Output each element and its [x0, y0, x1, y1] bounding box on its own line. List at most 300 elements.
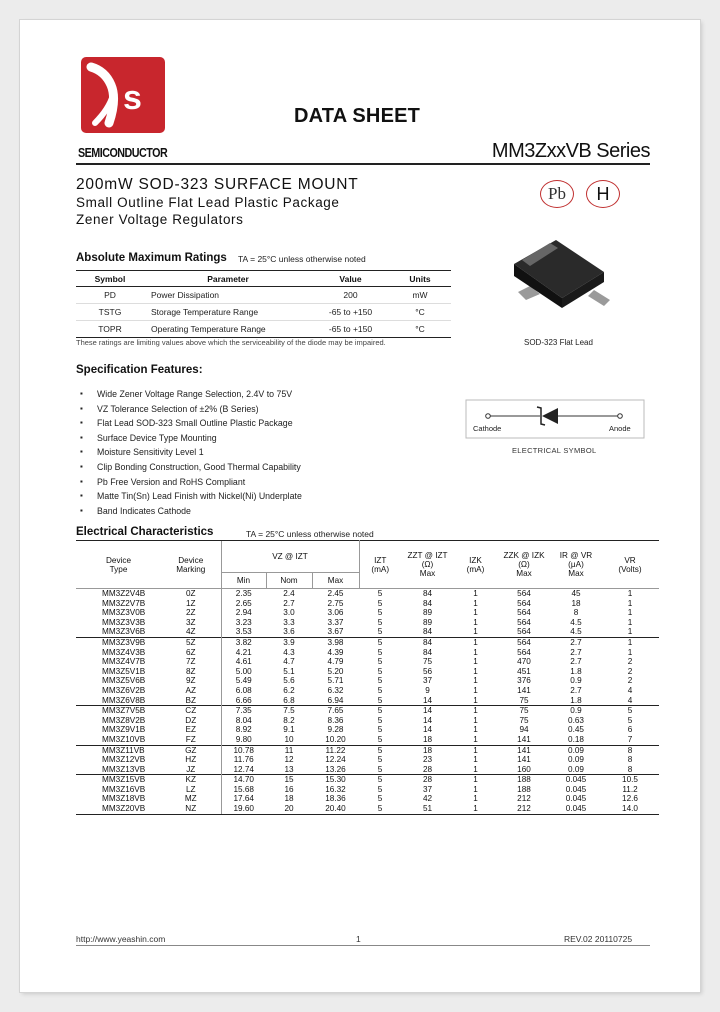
zzt-cell: 56 — [422, 666, 433, 676]
izt-cell: 5 — [359, 706, 401, 716]
zzt-sub: Max — [419, 569, 436, 578]
vz-min-cell: 7.35 — [221, 706, 266, 716]
ir-cell: 0.9 — [570, 676, 582, 686]
table-row — [76, 648, 659, 658]
vz-nom-cell: 3.6 — [283, 627, 295, 637]
izt-cell: 5 — [377, 666, 383, 676]
zzk-cell: 141 — [517, 734, 531, 744]
footer-divider — [76, 945, 650, 946]
vz-min-cell: 11.76 — [221, 755, 266, 765]
ir-cell: 2.7 — [570, 657, 582, 667]
vr-cell: 1 — [627, 608, 633, 618]
table-row — [76, 706, 659, 716]
device-type-cell: MM3Z4V7B — [102, 657, 146, 667]
cathode-terminal — [486, 414, 491, 419]
symbol-cell: PD — [76, 287, 144, 304]
vz-nom-cell: 5.1 — [283, 666, 295, 676]
vz-max-cell: 3.98 — [312, 637, 359, 647]
table-row — [76, 745, 659, 755]
marking-cell: EZ — [185, 725, 196, 735]
vz-nom-cell: 3.0 — [283, 608, 295, 618]
izt-cell: 5 — [377, 589, 383, 598]
revision-label: REV.02 20110725 — [564, 934, 633, 944]
electrical-characteristics-table — [76, 540, 659, 815]
abs-max-table — [76, 270, 451, 338]
table-row — [76, 755, 659, 765]
vz-min-cell: 17.64 — [221, 794, 266, 804]
halogen-free-badge — [586, 180, 620, 208]
zzk-cell: 376 — [517, 676, 531, 686]
device-type-cell: MM3Z2V7B — [102, 598, 146, 608]
company-logo — [81, 57, 165, 133]
parameter-cell: Operating Temperature Range — [144, 321, 312, 338]
vz-min-cell: 14.70 — [221, 775, 266, 785]
vz-min-cell: 3.82 — [221, 637, 266, 647]
zzk-cell: 564 — [517, 608, 531, 618]
document-title: DATA SHEET — [294, 105, 421, 127]
symbol-cell: TSTG — [76, 304, 144, 321]
vz-nom-cell: 13 — [284, 764, 294, 774]
vz-min-cell: 5.00 — [221, 667, 266, 677]
zzk-cell: 188 — [517, 784, 531, 794]
vr-cell: 6 — [627, 725, 633, 735]
izt-cell: 5 — [377, 725, 383, 735]
zzt-cell: 37 — [422, 784, 433, 794]
vz-nom-cell: 3.9 — [266, 637, 312, 647]
device-type-cell: MM3Z9V1B — [102, 725, 146, 735]
vz-max-cell: 3.67 — [327, 627, 344, 637]
vz-max-cell: 5.71 — [327, 676, 344, 686]
izt-cell: 5 — [377, 627, 383, 637]
zzk-cell: 564 — [517, 627, 531, 637]
device-type-cell: MM3Z11VB — [76, 745, 161, 755]
izt-label: IZT — [374, 555, 387, 565]
vr-cell: 14.0 — [601, 804, 659, 814]
product-subtitle: Small Outline Flat Lead Plastic Package — [76, 195, 340, 210]
zzt-cell: 28 — [401, 775, 454, 785]
vz-nom-cell: 3.3 — [283, 617, 295, 627]
marking-cell: HZ — [185, 755, 197, 765]
list-item: ▪ Band Indicates Cathode — [80, 504, 302, 519]
vz-min-cell: 9.80 — [221, 735, 266, 745]
device-type-cell: MM3Z4V3B — [102, 647, 146, 657]
marking-cell: FZ — [185, 734, 196, 744]
device-type-cell: MM3Z10VB — [102, 734, 146, 744]
col-vz: VZ @ IZT — [221, 541, 359, 573]
table-row — [76, 667, 659, 677]
izk-cell: 1 — [473, 647, 478, 657]
col-izk — [454, 541, 497, 589]
vz-min-cell: 2.35 — [221, 589, 266, 599]
ir-cell: 8 — [573, 608, 579, 618]
marking-cell: CZ — [161, 706, 221, 716]
col-izt — [359, 541, 401, 589]
zzt-cell: 23 — [422, 755, 433, 765]
table-row — [76, 321, 451, 338]
col-vz-nom: Nom — [266, 573, 312, 589]
ir-sub: Max — [568, 569, 584, 578]
marking-cell: 2Z — [185, 608, 196, 618]
ir-cell: 45 — [571, 589, 581, 598]
vz-max-cell: 6.32 — [327, 685, 344, 695]
device-type-cell: MM3Z15VB — [76, 775, 161, 785]
vz-nom-cell: 6.8 — [283, 695, 295, 705]
zzt-cell: 84 — [422, 598, 433, 608]
device-type-cell: MM3Z3V0B — [102, 608, 146, 618]
zzk-cell: 75 — [519, 695, 529, 705]
units-cell: °C — [389, 304, 451, 321]
izt-cell: 5 — [359, 745, 401, 755]
izk-cell: 1 — [473, 627, 478, 637]
header-divider — [76, 163, 650, 165]
product-description: Zener Voltage Regulators — [76, 212, 244, 227]
table-row — [76, 696, 659, 706]
package-caption: SOD-323 Flat Lead — [524, 338, 593, 347]
vz-nom-cell: 2.4 — [283, 589, 295, 598]
vr-cell: 8 — [601, 745, 659, 755]
vz-nom-cell: 4.7 — [283, 657, 295, 667]
zzt-label: ZZT @ IZT — [407, 551, 448, 560]
vr-label: VR — [624, 555, 636, 565]
ir-cell: 2.7 — [551, 637, 601, 647]
vz-max-cell: 15.30 — [312, 775, 359, 785]
izt-cell: 5 — [377, 617, 383, 627]
marking-cell: 1Z — [185, 598, 196, 608]
vz-min-cell: 6.66 — [221, 696, 266, 706]
electrical-symbol-diagram — [464, 396, 648, 446]
zzt-unit: (Ω) — [421, 560, 434, 569]
anode-terminal — [618, 414, 623, 419]
zzk-cell: 75 — [497, 706, 551, 716]
table-row — [76, 304, 451, 321]
device-type-cell: MM3Z18VB — [102, 794, 146, 804]
izk-cell: 1 — [454, 745, 497, 755]
vr-cell: 12.6 — [622, 794, 638, 804]
features-list — [80, 387, 302, 518]
zzt-cell: 14 — [422, 695, 433, 705]
zzk-cell: 451 — [517, 666, 531, 676]
zzt-cell: 84 — [422, 627, 433, 637]
ir-label: IR @ VR — [559, 551, 593, 560]
table-row — [76, 804, 659, 814]
table-row — [76, 599, 659, 609]
vz-min-cell: 19.60 — [221, 804, 266, 814]
list-item: ▪ VZ Tolerance Selection of ±2% (B Series) — [80, 402, 302, 417]
izt-cell: 5 — [377, 755, 383, 765]
izk-cell: 1 — [454, 637, 497, 647]
izt-unit: (mA) — [371, 564, 390, 574]
electrical-condition: TA = 25°C unless otherwise noted — [246, 529, 374, 539]
value-cell: -65 to +150 — [312, 321, 389, 338]
abs-max-heading: Absolute Maximum Ratings — [76, 252, 227, 264]
device-type-cell: MM3Z13VB — [102, 764, 146, 774]
vz-min-cell: 8.04 — [221, 716, 266, 726]
vr-cell: 1 — [627, 647, 633, 657]
table-row — [76, 608, 659, 618]
vz-min-cell: 5.49 — [221, 676, 266, 686]
marking-cell: BZ — [185, 695, 196, 705]
device-type-cell: MM3Z3V9B — [76, 637, 161, 647]
izt-cell: 5 — [377, 647, 383, 657]
zzk-unit: (Ω) — [518, 560, 530, 569]
zzk-cell: 141 — [517, 755, 531, 765]
vz-max-cell: 3.06 — [327, 608, 344, 618]
izt-cell: 5 — [377, 608, 383, 618]
vz-min-cell: 2.65 — [221, 599, 266, 609]
table-row — [76, 287, 451, 304]
zzk-cell: 470 — [517, 657, 531, 667]
col-symbol: Symbol — [76, 271, 144, 287]
device-type-cell: MM3Z3V3B — [102, 617, 146, 627]
marking-cell: 3Z — [185, 617, 196, 627]
device-type-cell: MM3Z7V5B — [76, 706, 161, 716]
vz-nom-cell: 8.2 — [283, 715, 295, 725]
zzk-cell: 94 — [519, 725, 529, 735]
device-type-cell: MM3Z16VB — [102, 784, 146, 794]
anode-label: Anode — [609, 424, 631, 433]
col-vr — [601, 541, 659, 589]
zzt-cell: 28 — [422, 764, 433, 774]
zzt-cell: 18 — [401, 745, 454, 755]
vz-max-cell: 13.26 — [325, 764, 346, 774]
zzk-cell: 141 — [517, 685, 531, 695]
vr-cell: 4 — [627, 685, 633, 695]
marking-cell: LZ — [185, 784, 196, 794]
table-row — [76, 794, 659, 804]
col-ir — [551, 541, 601, 589]
col-value: Value — [312, 271, 389, 287]
table-row — [76, 725, 659, 735]
izk-cell: 1 — [473, 695, 478, 705]
vr-cell: 8 — [627, 755, 633, 765]
ir-cell: 0.09 — [568, 755, 584, 765]
vr-cell: 10.5 — [601, 775, 659, 785]
vr-cell: 11.2 — [622, 784, 638, 794]
vz-min-cell: 2.94 — [221, 608, 266, 618]
zzk-cell: 564 — [517, 647, 531, 657]
izk-cell: 1 — [473, 755, 478, 765]
izt-cell: 5 — [377, 715, 383, 725]
izt-cell: 5 — [359, 804, 401, 814]
ir-cell: 0.045 — [565, 784, 587, 794]
zzt-cell: 14 — [422, 715, 433, 725]
vz-max-cell: 2.75 — [327, 598, 344, 608]
abs-max-condition: TA = 25°C unless otherwise noted — [238, 254, 366, 264]
vr-cell: 5 — [601, 706, 659, 716]
zzk-cell: 160 — [517, 764, 531, 774]
device-type-cell: MM3Z2V4B — [102, 589, 146, 598]
ir-cell: 0.9 — [551, 706, 601, 716]
table-row — [76, 775, 659, 785]
table-row — [76, 618, 659, 628]
features-heading: Specification Features: — [76, 364, 203, 376]
device-type-cell: MM3Z3V6B — [102, 627, 146, 637]
device-type-cell: MM3Z6V2B — [102, 685, 146, 695]
vz-max-cell: 2.45 — [327, 589, 344, 598]
zzt-cell: 18 — [422, 734, 433, 744]
ir-cell: 4.5 — [570, 617, 582, 627]
marking-cell: DZ — [185, 715, 197, 725]
vz-min-cell: 6.08 — [221, 686, 266, 696]
zzk-cell: 75 — [519, 715, 529, 725]
list-item: ▪ Pb Free Version and RoHS Compliant — [80, 475, 302, 490]
vr-cell: 1 — [601, 637, 659, 647]
izk-cell: 1 — [473, 685, 478, 695]
ir-cell: 0.045 — [551, 775, 601, 785]
company-name: SEMICONDUCTOR — [78, 146, 168, 160]
marking-cell: MZ — [184, 794, 197, 804]
vz-nom-cell: 12 — [284, 755, 294, 765]
ir-cell: 0.18 — [568, 734, 584, 744]
vr-unit: (Volts) — [618, 564, 642, 574]
product-title: 200mW SOD-323 SURFACE MOUNT — [76, 176, 359, 193]
ratings-note: These ratings are limiting values above which the serviceability of the diode may be impaired. — [76, 338, 386, 347]
footer-url: http://www.yeashin.com — [76, 934, 166, 944]
ir-cell: 2.7 — [570, 685, 582, 695]
izt-cell: 5 — [377, 685, 383, 695]
col-parameter: Parameter — [144, 271, 312, 287]
list-item: ▪ Flat Lead SOD-323 Small Outline Plastic Package — [80, 416, 302, 431]
vz-max-cell: 12.24 — [325, 755, 346, 765]
vz-nom-cell: 6.2 — [283, 685, 295, 695]
device-marking-label: Device Marking — [176, 555, 206, 574]
device-type-cell: MM3Z5V6B — [102, 676, 146, 686]
izk-cell: 1 — [473, 589, 478, 598]
units-cell: °C — [389, 321, 451, 338]
ir-cell: 0.045 — [565, 794, 587, 804]
vz-min-cell: 10.78 — [221, 745, 266, 755]
izk-cell: 1 — [473, 764, 478, 774]
symbol-cell: TOPR — [76, 321, 144, 338]
zzk-cell: 212 — [497, 804, 551, 814]
izt-cell: 5 — [377, 784, 383, 794]
vz-nom-cell: 18 — [284, 794, 294, 804]
vz-nom-cell: 11 — [266, 745, 312, 755]
izk-cell: 1 — [473, 794, 478, 804]
vz-min-cell: 8.92 — [221, 725, 266, 735]
zzt-cell: 14 — [422, 725, 433, 735]
marking-cell: 9Z — [185, 676, 196, 686]
vz-max-cell: 16.32 — [325, 784, 346, 794]
vz-nom-cell: 20 — [266, 804, 312, 814]
zzk-label: ZZK @ IZK — [503, 551, 545, 560]
vz-max-cell: 6.94 — [327, 695, 344, 705]
list-item: ▪ Surface Device Type Mounting — [80, 431, 302, 446]
table-row — [76, 716, 659, 726]
izk-cell: 1 — [473, 617, 478, 627]
zzt-cell: 89 — [422, 617, 433, 627]
ir-cell: 2.7 — [570, 647, 582, 657]
vz-nom-cell: 10 — [284, 734, 294, 744]
vz-min-cell: 3.23 — [221, 618, 266, 628]
izt-cell: 5 — [377, 657, 383, 667]
vr-cell: 5 — [627, 715, 633, 725]
electrical-symbol-caption: ELECTRICAL SYMBOL — [512, 446, 597, 455]
cathode-label: Cathode — [473, 424, 502, 433]
table-row — [76, 765, 659, 775]
zzk-cell: 564 — [497, 637, 551, 647]
izk-cell: 1 — [454, 706, 497, 716]
device-type-cell: MM3Z6V8B — [102, 695, 146, 705]
marking-cell: NZ — [161, 804, 221, 814]
vr-cell: 1 — [627, 589, 633, 598]
marking-cell: AZ — [185, 685, 196, 695]
table-row — [76, 637, 659, 647]
zzk-cell: 212 — [517, 794, 531, 804]
vz-max-cell: 8.36 — [327, 715, 344, 725]
ir-cell: 1.8 — [570, 666, 582, 676]
izk-label: IZK — [469, 555, 482, 565]
izk-cell: 1 — [473, 598, 478, 608]
list-item: ▪ Wide Zener Voltage Range Selection, 2.4V to 75V — [80, 387, 302, 402]
ir-cell: 4.5 — [570, 627, 582, 637]
izk-cell: 1 — [473, 725, 478, 735]
col-vz-max: Max — [312, 573, 359, 589]
ir-cell: 0.045 — [551, 804, 601, 814]
electrical-table-body — [76, 589, 659, 815]
pb-free-badge — [540, 180, 574, 208]
vz-nom-cell: 5.6 — [283, 676, 295, 686]
vz-min-cell: 15.68 — [221, 785, 266, 795]
izt-cell: 5 — [377, 794, 383, 804]
zener-diode-icon — [542, 408, 558, 424]
vz-max-cell: 10.20 — [325, 734, 346, 744]
value-cell: -65 to +150 — [312, 304, 389, 321]
series-title: MM3ZxxVB Series — [491, 140, 650, 162]
izk-cell: 1 — [473, 666, 478, 676]
zzk-cell: 564 — [517, 617, 531, 627]
list-item: ▪ Moisture Sensitivity Level 1 — [80, 445, 302, 460]
vr-cell: 4 — [627, 695, 633, 705]
table-row — [76, 735, 659, 745]
units-cell: mW — [389, 287, 451, 304]
col-zzt — [401, 541, 454, 589]
izk-cell: 1 — [473, 734, 478, 744]
izt-cell: 5 — [359, 637, 401, 647]
izk-unit: (mA) — [466, 564, 485, 574]
izt-cell: 5 — [377, 695, 383, 705]
zzt-cell: 84 — [401, 637, 454, 647]
vz-min-cell: 3.53 — [221, 627, 266, 637]
vz-max-cell: 11.22 — [312, 745, 359, 755]
zzt-cell: 14 — [401, 706, 454, 716]
zzk-cell: 564 — [517, 598, 531, 608]
col-zzk — [497, 541, 551, 589]
page-number: 1 — [356, 934, 361, 944]
device-type-cell: MM3Z20VB — [76, 804, 161, 814]
table-row — [76, 589, 659, 599]
zzk-cell: 188 — [497, 775, 551, 785]
vr-cell: 2 — [627, 676, 633, 686]
zzt-cell: 51 — [401, 804, 454, 814]
marking-cell: 8Z — [185, 666, 196, 676]
h-badge-label: H — [596, 183, 610, 204]
zzt-cell: 75 — [422, 657, 433, 667]
marking-cell: 6Z — [185, 647, 196, 657]
zzk-sub: Max — [516, 569, 532, 578]
device-type-cell: MM3Z5V1B — [102, 666, 146, 676]
vr-cell: 1 — [627, 627, 633, 637]
vz-max-cell: 20.40 — [312, 804, 359, 814]
zzt-cell: 9 — [425, 685, 430, 695]
vz-nom-cell: 15 — [266, 775, 312, 785]
vr-cell: 1 — [627, 598, 633, 608]
pb-badge-label: Pb — [548, 184, 566, 203]
datasheet-page — [20, 20, 700, 992]
vz-min-cell: 4.61 — [221, 657, 266, 667]
izt-cell: 5 — [377, 734, 383, 744]
vz-nom-cell: 4.3 — [283, 647, 295, 657]
